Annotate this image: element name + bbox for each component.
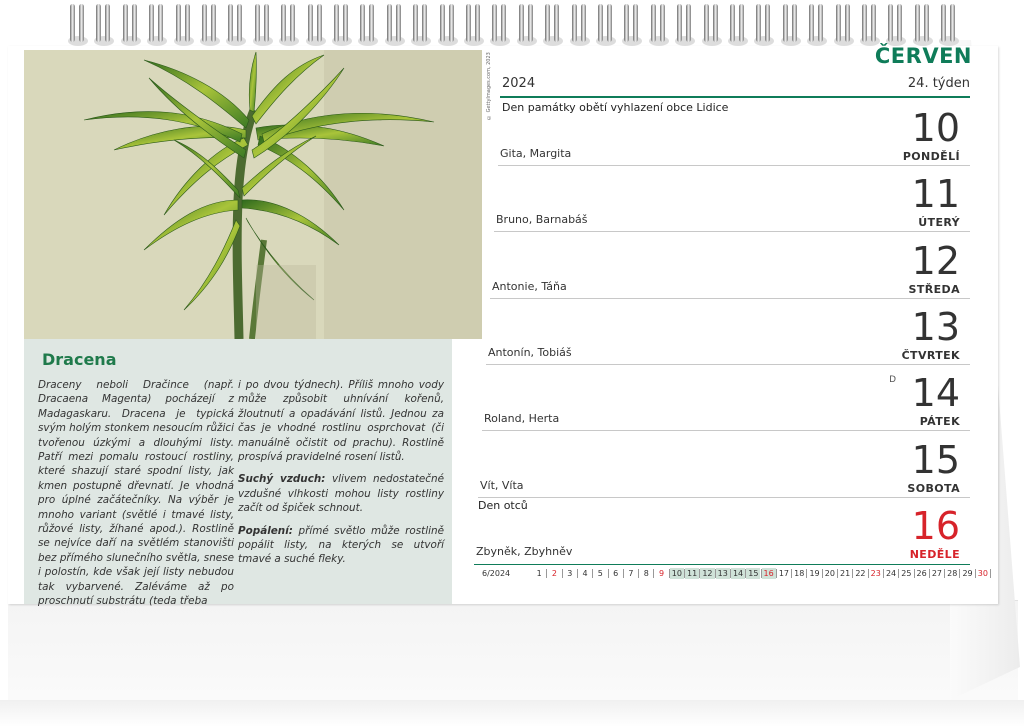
row-divider (474, 564, 970, 565)
mini-calendar-day: 19 (809, 569, 820, 578)
binding-ring (519, 0, 535, 44)
name-day: Antonie, Táňa (492, 279, 567, 293)
binding-ring (202, 0, 218, 44)
mini-calendar-day: 9 (658, 569, 665, 578)
name-day: Zbyněk, Zbyhněv (476, 544, 573, 558)
mini-calendar-day: 13 (716, 568, 730, 579)
day-row (474, 498, 970, 564)
name-day: Gita, Margita (500, 147, 572, 160)
day-row (486, 299, 970, 365)
binding-ring (598, 0, 614, 44)
info-column-right (238, 378, 444, 575)
binding-ring (255, 0, 271, 44)
burn-label: Popálení: (238, 524, 293, 537)
mini-calendar-day: 26 (916, 569, 927, 578)
day-number: 12 (911, 238, 960, 283)
binding-ring (96, 0, 112, 44)
stand-shadow (0, 700, 1024, 727)
binding-ring (915, 0, 931, 44)
binding-ring (730, 0, 746, 44)
day-number: 15 (911, 437, 960, 482)
mini-calendar-day: 3 (567, 569, 573, 578)
day-number: 13 (911, 304, 960, 349)
year-label: 2024 (502, 76, 536, 91)
binding-ring (70, 0, 86, 44)
binding-ring (704, 0, 720, 44)
day-row (498, 100, 970, 166)
mini-calendar-day: 10 (670, 568, 684, 579)
mini-calendar-day: 6 (613, 569, 619, 578)
spiral-binding (70, 0, 970, 50)
burn-paragraph (238, 524, 444, 567)
mini-calendar-day: 23 (870, 569, 881, 578)
mini-calendar-day: 27 (931, 569, 943, 578)
mini-calendar-day: 29 (962, 569, 973, 578)
day-number: 14 (911, 371, 960, 416)
mini-calendar-day: 21 (840, 569, 851, 578)
mini-calendar-day: 24 (885, 569, 897, 578)
holiday-label: Den otců (478, 498, 528, 512)
plant-title: Dracena (42, 350, 117, 369)
mini-calendar-day: 11 (685, 568, 699, 579)
mini-calendar-day: 15 (746, 568, 760, 579)
binding-ring (941, 0, 957, 44)
binding-ring (466, 0, 482, 44)
binding-ring (176, 0, 192, 44)
mini-calendar-day: 14 (731, 568, 745, 579)
header-divider (500, 96, 970, 98)
name-day: Vít, Víta (480, 478, 524, 492)
binding-ring (492, 0, 508, 44)
day-row (482, 365, 970, 431)
binding-ring (862, 0, 878, 44)
day-row (490, 233, 970, 299)
binding-ring (783, 0, 799, 44)
calendar-stand (8, 600, 1018, 716)
weekday-name: STŘEDA (908, 282, 960, 296)
binding-ring (651, 0, 667, 44)
binding-ring (756, 0, 772, 44)
weekday-name: PONDĚLÍ (902, 150, 960, 163)
dry-air-paragraph (238, 472, 444, 515)
mini-calendar-separator (990, 569, 991, 578)
weekday-name: SOBOTA (907, 481, 960, 495)
name-day: Roland, Herta (484, 412, 560, 426)
mini-calendar-day: 28 (947, 569, 958, 578)
binding-ring (281, 0, 297, 44)
info-paragraph: i po dvou týdnech). Příliš mnoho vody může způsobit uhnívání kořenů, žloutnutí a opadávání listů. Jednou za čas je vhodné rostlinu osprchovat (či manuálně očistit od prachu). Rostlině prospívá pravidelné rosení listů. (238, 379, 444, 464)
mini-calendar-day: 20 (824, 569, 835, 578)
binding-ring (308, 0, 324, 44)
weekday-name: ČTVRTEK (901, 348, 960, 362)
photo-credit: © GettyImages.com, 2023 (486, 52, 492, 120)
binding-ring (677, 0, 693, 44)
binding-ring (387, 0, 403, 44)
moon-phase-icon: D (889, 375, 896, 386)
mini-calendar-day: 7 (628, 569, 634, 578)
mini-calendar-day: 12 (700, 568, 714, 579)
binding-ring (413, 0, 429, 44)
dracaena-illustration (24, 50, 482, 339)
dry-air-label: Suchý vzduch: (238, 473, 326, 486)
mini-calendar-day: 2 (551, 569, 557, 578)
mini-calendar-label: 6/2024 (482, 569, 511, 578)
weekday-name: NEDĚLE (909, 547, 960, 561)
mini-calendar-day: 30 (977, 569, 988, 578)
info-column-left (38, 378, 234, 617)
mini-calendar-day: 5 (597, 569, 603, 578)
dry-air-text: vlivem nedostatečné vzdušné vlhkosti mohou listy rostliny začít od špiček schnout. (238, 473, 444, 515)
mini-calendar-day: 1 (536, 569, 542, 578)
weekday-name: PÁTEK (919, 415, 960, 429)
binding-ring (149, 0, 165, 44)
binding-ring (836, 0, 852, 44)
mini-calendar-day: 25 (901, 569, 912, 578)
month-title: ČERVEN (874, 44, 972, 68)
binding-ring (809, 0, 825, 44)
mini-calendar-day: 18 (794, 569, 805, 578)
mini-calendar-day: 8 (643, 569, 649, 578)
burn-text: přímé světlo může rostlině popálit listy, na kterých se utvoří tmavé a suché fleky. (238, 524, 444, 566)
binding-ring (545, 0, 561, 44)
mini-calendar-day: 22 (855, 569, 866, 578)
day-number: 16 (911, 503, 960, 548)
binding-ring (440, 0, 456, 44)
mini-calendar-day: 4 (582, 569, 588, 578)
binding-ring (334, 0, 350, 44)
binding-ring (123, 0, 139, 44)
mini-calendar (476, 568, 988, 580)
plant-photo (24, 50, 482, 339)
binding-ring (228, 0, 244, 44)
binding-ring (624, 0, 640, 44)
day-row (494, 166, 970, 232)
binding-ring (572, 0, 588, 44)
day-number: 11 (911, 172, 960, 217)
day-row (478, 432, 970, 498)
name-day: Bruno, Barnabáš (496, 213, 588, 227)
weekday-name: ÚTERÝ (918, 216, 960, 230)
info-paragraph: Draceny neboli Dračince (např. Dracaena Magenta) pocházejí z Madagaskaru. Dracena je typická svým holým stonkem nesoucím růžici tvořenou úzkými a dlouhými listy. Patří mezi pomalu rostoucí rostliny, které shazují staré spodní listy, jak kmen postupně dřevnatí. Je vhodná pro úplné začátečníky. Na výběr je mnoho variant (světlé i tmavé listy, růžové listy, žíhané apod.). Rostlině se nejvíce daří na světlém stanovišti bez přímého slunečního světla, snese i polostín, kde však její listy nebudou tak vybarvené. Zaléváme až po proschnutí substrátu (teda třeba (38, 379, 234, 608)
mini-calendar-day: 17 (778, 569, 790, 578)
name-day: Antonín, Tobiáš (488, 345, 572, 359)
binding-ring (360, 0, 376, 44)
day-number: 10 (911, 106, 960, 150)
mini-calendar-day: 16 (762, 568, 776, 579)
week-label: 24. týden (907, 76, 970, 91)
binding-ring (888, 0, 904, 44)
holiday-label: Den památky obětí vyhlazení obce Lidice (502, 101, 729, 114)
